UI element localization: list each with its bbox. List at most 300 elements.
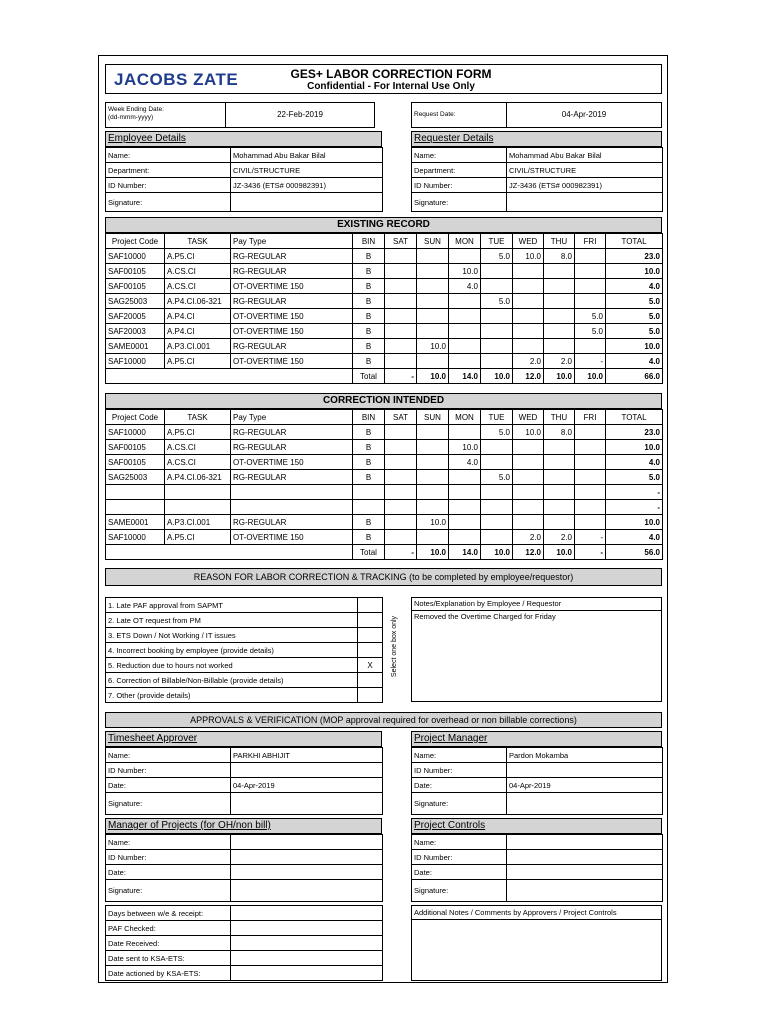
field-label: Days between w/e & receipt: — [106, 906, 231, 921]
table-cell[interactable]: 10.0 — [417, 339, 449, 354]
table-cell[interactable] — [231, 500, 353, 515]
mop-title: Manager of Projects (for OH/non bill) — [105, 818, 382, 834]
table-cell[interactable] — [417, 279, 449, 294]
table-cell[interactable]: 2.0 — [513, 354, 544, 369]
reason-item — [106, 688, 383, 703]
table-cell[interactable]: 5.0 — [606, 294, 663, 309]
table-cell[interactable] — [513, 515, 544, 530]
field-value[interactable] — [231, 906, 383, 921]
reason-checkbox[interactable] — [358, 673, 383, 688]
table-cell[interactable] — [575, 485, 606, 500]
table-cell[interactable] — [481, 339, 513, 354]
table-cell[interactable] — [544, 500, 575, 515]
table-cell[interactable] — [417, 354, 449, 369]
column-header: FRI — [575, 410, 606, 425]
field-label: Date Received: — [106, 936, 231, 951]
form-subtitle: Confidential - For Internal Use Only — [307, 81, 475, 92]
week-ending-value[interactable]: 22-Feb-2019 — [277, 110, 323, 119]
table-cell[interactable] — [417, 425, 449, 440]
field-value[interactable] — [231, 835, 383, 850]
existing-record — [105, 217, 662, 384]
table-cell[interactable]: 5.0 — [606, 324, 663, 339]
table-cell[interactable]: 10.0 — [606, 264, 663, 279]
column-header: WED — [513, 234, 544, 249]
table-cell[interactable]: B — [353, 515, 385, 530]
pc-table — [411, 834, 663, 902]
reason-checkbox[interactable]: X — [358, 658, 383, 673]
column-header: BIN — [353, 234, 385, 249]
table-cell[interactable] — [544, 455, 575, 470]
table-cell[interactable]: 4.0 — [449, 455, 481, 470]
field-value[interactable] — [231, 880, 383, 902]
table-cell[interactable] — [165, 500, 231, 515]
table-cell[interactable]: 8.0 — [544, 249, 575, 264]
field-value[interactable] — [507, 850, 663, 865]
table-cell[interactable]: B — [353, 339, 385, 354]
field-label: Name: — [106, 835, 231, 850]
table-cell[interactable]: 10.0 — [513, 249, 544, 264]
table-cell[interactable] — [544, 309, 575, 324]
table-cell[interactable] — [481, 309, 513, 324]
table-cell[interactable]: B — [353, 324, 385, 339]
table-cell[interactable]: B — [353, 455, 385, 470]
table-cell[interactable]: 23.0 — [606, 249, 663, 264]
table-cell[interactable]: B — [353, 425, 385, 440]
field-label: ID Number: — [106, 178, 231, 193]
table-cell[interactable] — [449, 294, 481, 309]
table-cell[interactable]: - — [606, 485, 663, 500]
table-cell[interactable]: 2.0 — [544, 530, 575, 545]
field-value[interactable] — [231, 921, 383, 936]
table-cell[interactable] — [385, 500, 417, 515]
table-row — [106, 339, 663, 354]
table-row — [106, 440, 663, 455]
table-cell[interactable] — [449, 500, 481, 515]
table-cell[interactable]: SAF10000 — [106, 425, 165, 440]
column-header: TASK — [165, 410, 231, 425]
table-cell[interactable]: 4.0 — [606, 530, 663, 545]
column-header: THU — [544, 234, 575, 249]
table-cell[interactable] — [385, 354, 417, 369]
field-value[interactable] — [507, 835, 663, 850]
pm-rows — [412, 748, 663, 815]
table-row — [106, 279, 663, 294]
table-cell[interactable]: A.P5.CI — [165, 354, 231, 369]
table-cell[interactable] — [385, 425, 417, 440]
table-cell[interactable] — [513, 500, 544, 515]
table-cell[interactable] — [417, 470, 449, 485]
table-cell[interactable] — [575, 515, 606, 530]
total-cell: - — [385, 369, 417, 384]
column-header: MON — [449, 234, 481, 249]
table-cell[interactable]: 23.0 — [606, 425, 663, 440]
table-cell[interactable]: OT-OVERTIME 150 — [231, 455, 353, 470]
table-cell[interactable] — [575, 294, 606, 309]
table-cell[interactable]: RG-REGULAR — [231, 470, 353, 485]
table-cell[interactable]: B — [353, 294, 385, 309]
table-cell[interactable] — [513, 264, 544, 279]
column-header: TUE — [481, 234, 513, 249]
reason-checkbox[interactable] — [358, 628, 383, 643]
table-cell[interactable]: SAF10000 — [106, 354, 165, 369]
table-cell[interactable] — [513, 309, 544, 324]
employee-details-title: Employee Details — [105, 131, 382, 147]
reason-list — [105, 597, 382, 703]
total-cell: 10.0 — [544, 545, 575, 560]
table-cell[interactable] — [385, 309, 417, 324]
table-cell[interactable] — [353, 485, 385, 500]
table-cell[interactable] — [417, 249, 449, 264]
select-one-note — [382, 597, 398, 702]
table-cell[interactable] — [481, 515, 513, 530]
table-cell[interactable]: 5.0 — [575, 309, 606, 324]
table-cell[interactable] — [106, 485, 165, 500]
field-label: Department: — [106, 163, 231, 178]
table-cell[interactable] — [417, 455, 449, 470]
table-cell[interactable]: SAF00105 — [106, 440, 165, 455]
table-cell[interactable] — [513, 294, 544, 309]
field-value[interactable] — [231, 966, 383, 981]
column-header: Pay Type — [231, 410, 353, 425]
table-cell[interactable] — [575, 470, 606, 485]
table-cell[interactable] — [481, 485, 513, 500]
detail-row — [412, 748, 663, 763]
table-row — [106, 470, 663, 485]
table-cell[interactable]: A.P4.CI.06-321 — [165, 294, 231, 309]
field-value[interactable] — [231, 865, 383, 880]
table-cell[interactable] — [449, 249, 481, 264]
total-cell: 66.0 — [606, 369, 663, 384]
request-date-value[interactable]: 04-Apr-2019 — [561, 110, 607, 119]
column-header: FRI — [575, 234, 606, 249]
table-cell[interactable]: 4.0 — [606, 279, 663, 294]
table-cell[interactable] — [385, 249, 417, 264]
table-cell[interactable]: A.P4.CI — [165, 324, 231, 339]
table-cell[interactable] — [575, 279, 606, 294]
table-cell[interactable]: RG-REGULAR — [231, 425, 353, 440]
field-value[interactable] — [231, 951, 383, 966]
table-cell[interactable] — [575, 249, 606, 264]
table-cell[interactable]: SAF00105 — [106, 264, 165, 279]
table-cell[interactable]: SAF10000 — [106, 530, 165, 545]
table-cell[interactable] — [385, 470, 417, 485]
table-cell[interactable] — [481, 279, 513, 294]
table-cell[interactable]: 5.0 — [481, 294, 513, 309]
table-cell[interactable] — [449, 309, 481, 324]
field-label: Signature: — [412, 880, 507, 902]
table-cell[interactable]: 5.0 — [606, 309, 663, 324]
table-cell[interactable] — [513, 470, 544, 485]
table-cell[interactable] — [544, 470, 575, 485]
table-cell[interactable] — [513, 324, 544, 339]
table-cell[interactable]: 10.0 — [449, 264, 481, 279]
table-cell[interactable]: A.P5.CI — [165, 249, 231, 264]
table-cell[interactable]: SAME0001 — [106, 515, 165, 530]
table-cell[interactable] — [417, 440, 449, 455]
table-cell[interactable]: OT-OVERTIME 150 — [231, 309, 353, 324]
table-cell[interactable]: RG-REGULAR — [231, 339, 353, 354]
table-cell[interactable]: RG-REGULAR — [231, 515, 353, 530]
field-value[interactable]: 04-Apr-2019 — [231, 778, 383, 793]
table-cell[interactable]: A.P4.CI.06-321 — [165, 470, 231, 485]
table-cell[interactable] — [385, 279, 417, 294]
table-cell[interactable]: B — [353, 249, 385, 264]
project-manager-title: Project Manager — [411, 731, 662, 747]
table-cell[interactable] — [417, 324, 449, 339]
table-cell[interactable] — [575, 425, 606, 440]
table-cell[interactable] — [544, 485, 575, 500]
field-value[interactable]: CIVIL/STRUCTURE — [231, 163, 383, 178]
total-cell: - — [575, 545, 606, 560]
table-cell[interactable]: SAG25003 — [106, 470, 165, 485]
total-cell: 10.0 — [481, 545, 513, 560]
table-cell[interactable]: B — [353, 309, 385, 324]
field-value[interactable]: PARKHI ABHIJIT — [231, 748, 383, 763]
table-cell[interactable]: B — [353, 354, 385, 369]
timesheet-approver — [105, 731, 382, 815]
table-cell[interactable]: RG-REGULAR — [231, 294, 353, 309]
field-value[interactable]: JZ-3436 (ETS# 000982391) — [507, 178, 663, 193]
table-cell[interactable] — [449, 485, 481, 500]
table-cell[interactable] — [481, 500, 513, 515]
table-cell[interactable]: - — [575, 354, 606, 369]
table-cell[interactable] — [353, 500, 385, 515]
table-cell[interactable] — [385, 485, 417, 500]
table-cell[interactable]: SAF20005 — [106, 309, 165, 324]
table-cell[interactable] — [481, 354, 513, 369]
table-cell[interactable]: 4.0 — [606, 455, 663, 470]
form-title: GES+ LABOR CORRECTION FORM — [290, 67, 492, 81]
detail-row — [412, 193, 663, 212]
field-label: Date: — [106, 865, 231, 880]
table-cell[interactable] — [481, 455, 513, 470]
table-cell[interactable]: OT-OVERTIME 150 — [231, 279, 353, 294]
field-value[interactable]: Mohammad Abu Bakar Bilal — [231, 148, 383, 163]
column-header: Project Code — [106, 410, 165, 425]
table-cell[interactable]: B — [353, 530, 385, 545]
field-label: PAF Checked: — [106, 921, 231, 936]
table-cell[interactable] — [544, 294, 575, 309]
table-cell[interactable]: B — [353, 470, 385, 485]
table-cell[interactable] — [449, 354, 481, 369]
field-label: Signature: — [412, 193, 507, 212]
table-cell[interactable] — [385, 515, 417, 530]
table-cell[interactable]: - — [606, 500, 663, 515]
table-cell[interactable]: SAG25003 — [106, 294, 165, 309]
table-cell[interactable]: B — [353, 264, 385, 279]
table-cell[interactable] — [385, 440, 417, 455]
table-cell[interactable] — [513, 485, 544, 500]
reason-item — [106, 628, 383, 643]
table-cell[interactable] — [449, 530, 481, 545]
table-cell[interactable]: A.P3.CI.001 — [165, 515, 231, 530]
table-cell[interactable]: OT-OVERTIME 150 — [231, 324, 353, 339]
detail-row — [106, 148, 383, 163]
notes-value[interactable]: Removed the Overtime Charged for Friday — [414, 612, 556, 621]
table-cell[interactable] — [449, 470, 481, 485]
field-value[interactable]: 04-Apr-2019 — [507, 778, 663, 793]
request-date-box — [411, 102, 662, 128]
table-cell[interactable] — [575, 455, 606, 470]
table-cell[interactable]: A.CS.CI — [165, 279, 231, 294]
column-header: WED — [513, 410, 544, 425]
table-cell[interactable]: OT-OVERTIME 150 — [231, 354, 353, 369]
table-cell[interactable] — [575, 339, 606, 354]
detail-row — [106, 835, 383, 850]
table-cell[interactable]: A.P4.CI — [165, 309, 231, 324]
table-cell[interactable] — [449, 339, 481, 354]
field-value[interactable] — [507, 193, 663, 212]
detail-row — [106, 865, 383, 880]
table-cell[interactable] — [575, 500, 606, 515]
table-cell[interactable] — [417, 530, 449, 545]
table-cell[interactable] — [575, 264, 606, 279]
table-cell[interactable]: 4.0 — [606, 354, 663, 369]
total-cell: 12.0 — [513, 369, 544, 384]
table-cell[interactable]: SAME0001 — [106, 339, 165, 354]
table-cell[interactable] — [449, 515, 481, 530]
table-cell[interactable] — [231, 485, 353, 500]
field-label: Name: — [106, 148, 231, 163]
table-cell[interactable]: 2.0 — [513, 530, 544, 545]
requester-details-title: Requester Details — [411, 131, 662, 147]
field-value[interactable]: JZ-3436 (ETS# 000982391) — [231, 178, 383, 193]
table-cell[interactable]: 2.0 — [544, 354, 575, 369]
reason-checkbox[interactable] — [358, 598, 383, 613]
project-manager — [411, 731, 662, 815]
field-value[interactable] — [507, 793, 663, 815]
total-cell: 56.0 — [606, 545, 663, 560]
table-cell[interactable]: 10.0 — [606, 339, 663, 354]
field-value[interactable]: Pardon Mokamba — [507, 748, 663, 763]
table-cell[interactable] — [385, 530, 417, 545]
field-value[interactable] — [231, 763, 383, 778]
table-cell[interactable]: SAF20003 — [106, 324, 165, 339]
table-cell[interactable] — [544, 440, 575, 455]
table-cell[interactable]: A.CS.CI — [165, 455, 231, 470]
table-cell[interactable] — [385, 264, 417, 279]
detail-row — [106, 850, 383, 865]
table-cell[interactable] — [449, 324, 481, 339]
additional-notes-box — [411, 905, 662, 981]
reason-checkbox[interactable] — [358, 613, 383, 628]
table-cell[interactable]: B — [353, 279, 385, 294]
table-cell[interactable] — [544, 279, 575, 294]
table-cell[interactable] — [513, 455, 544, 470]
table-cell[interactable]: 5.0 — [481, 425, 513, 440]
field-value[interactable] — [231, 936, 383, 951]
reason-label: 1. Late PAF approval from SAPMT — [106, 598, 358, 613]
table-cell[interactable]: RG-REGULAR — [231, 264, 353, 279]
table-cell[interactable]: A.P5.CI — [165, 425, 231, 440]
table-cell[interactable] — [481, 264, 513, 279]
timesheet-rows — [106, 748, 383, 815]
field-value[interactable]: Mohammad Abu Bakar Bilal — [507, 148, 663, 163]
field-label: ID Number: — [412, 850, 507, 865]
field-value[interactable] — [507, 763, 663, 778]
field-label: ID Number: — [106, 850, 231, 865]
table-cell[interactable] — [417, 309, 449, 324]
reason-checkbox[interactable] — [358, 688, 383, 703]
table-cell[interactable]: SAF10000 — [106, 249, 165, 264]
table-cell[interactable]: 10.0 — [449, 440, 481, 455]
table-cell[interactable] — [544, 264, 575, 279]
table-cell[interactable] — [481, 530, 513, 545]
field-value[interactable] — [231, 793, 383, 815]
table-cell[interactable]: 10.0 — [513, 425, 544, 440]
table-cell[interactable] — [481, 440, 513, 455]
table-cell[interactable] — [575, 440, 606, 455]
detail-row — [106, 921, 383, 936]
column-header: TOTAL — [606, 234, 663, 249]
total-label: Total — [353, 369, 385, 384]
table-cell[interactable]: SAF00105 — [106, 455, 165, 470]
table-cell[interactable] — [513, 440, 544, 455]
table-cell[interactable] — [385, 324, 417, 339]
field-value[interactable] — [231, 193, 383, 212]
table-cell[interactable]: OT-OVERTIME 150 — [231, 530, 353, 545]
table-cell[interactable] — [513, 279, 544, 294]
field-value[interactable] — [231, 850, 383, 865]
table-cell[interactable]: - — [575, 530, 606, 545]
table-cell[interactable] — [106, 500, 165, 515]
table-cell[interactable]: 5.0 — [606, 470, 663, 485]
table-cell[interactable] — [544, 324, 575, 339]
table-cell[interactable]: 10.0 — [606, 440, 663, 455]
table-cell[interactable] — [165, 485, 231, 500]
table-cell[interactable]: A.CS.CI — [165, 440, 231, 455]
table-cell[interactable]: 5.0 — [575, 324, 606, 339]
table-cell[interactable]: B — [353, 440, 385, 455]
table-cell[interactable]: 10.0 — [417, 515, 449, 530]
table-cell[interactable] — [417, 294, 449, 309]
table-cell[interactable] — [385, 339, 417, 354]
table-cell[interactable] — [544, 339, 575, 354]
table-cell[interactable] — [385, 455, 417, 470]
field-value[interactable] — [507, 880, 663, 902]
total-row — [106, 369, 663, 384]
table-cell[interactable]: RG-REGULAR — [231, 440, 353, 455]
table-cell[interactable] — [481, 324, 513, 339]
reason-rows — [106, 598, 383, 703]
table-cell[interactable]: A.P3.CI.001 — [165, 339, 231, 354]
table-cell[interactable] — [385, 294, 417, 309]
table-cell[interactable]: 4.0 — [449, 279, 481, 294]
table-cell[interactable]: RG-REGULAR — [231, 249, 353, 264]
table-cell[interactable] — [417, 264, 449, 279]
table-cell[interactable] — [417, 500, 449, 515]
table-cell[interactable]: A.CS.CI — [165, 264, 231, 279]
table-cell[interactable] — [544, 515, 575, 530]
table-cell[interactable] — [449, 425, 481, 440]
table-cell[interactable]: 8.0 — [544, 425, 575, 440]
detail-row — [106, 880, 383, 902]
table-cell[interactable]: SAF00105 — [106, 279, 165, 294]
detail-row — [106, 763, 383, 778]
field-value[interactable] — [507, 865, 663, 880]
column-header: BIN — [353, 410, 385, 425]
table-cell[interactable]: A.P5.CI — [165, 530, 231, 545]
table-cell[interactable] — [513, 339, 544, 354]
total-cell: 14.0 — [449, 545, 481, 560]
reason-checkbox[interactable] — [358, 643, 383, 658]
table-cell[interactable] — [417, 485, 449, 500]
detail-row — [412, 850, 663, 865]
table-cell[interactable]: 10.0 — [606, 515, 663, 530]
table-cell[interactable]: 5.0 — [481, 470, 513, 485]
field-value[interactable]: CIVIL/STRUCTURE — [507, 163, 663, 178]
table-cell[interactable]: 5.0 — [481, 249, 513, 264]
